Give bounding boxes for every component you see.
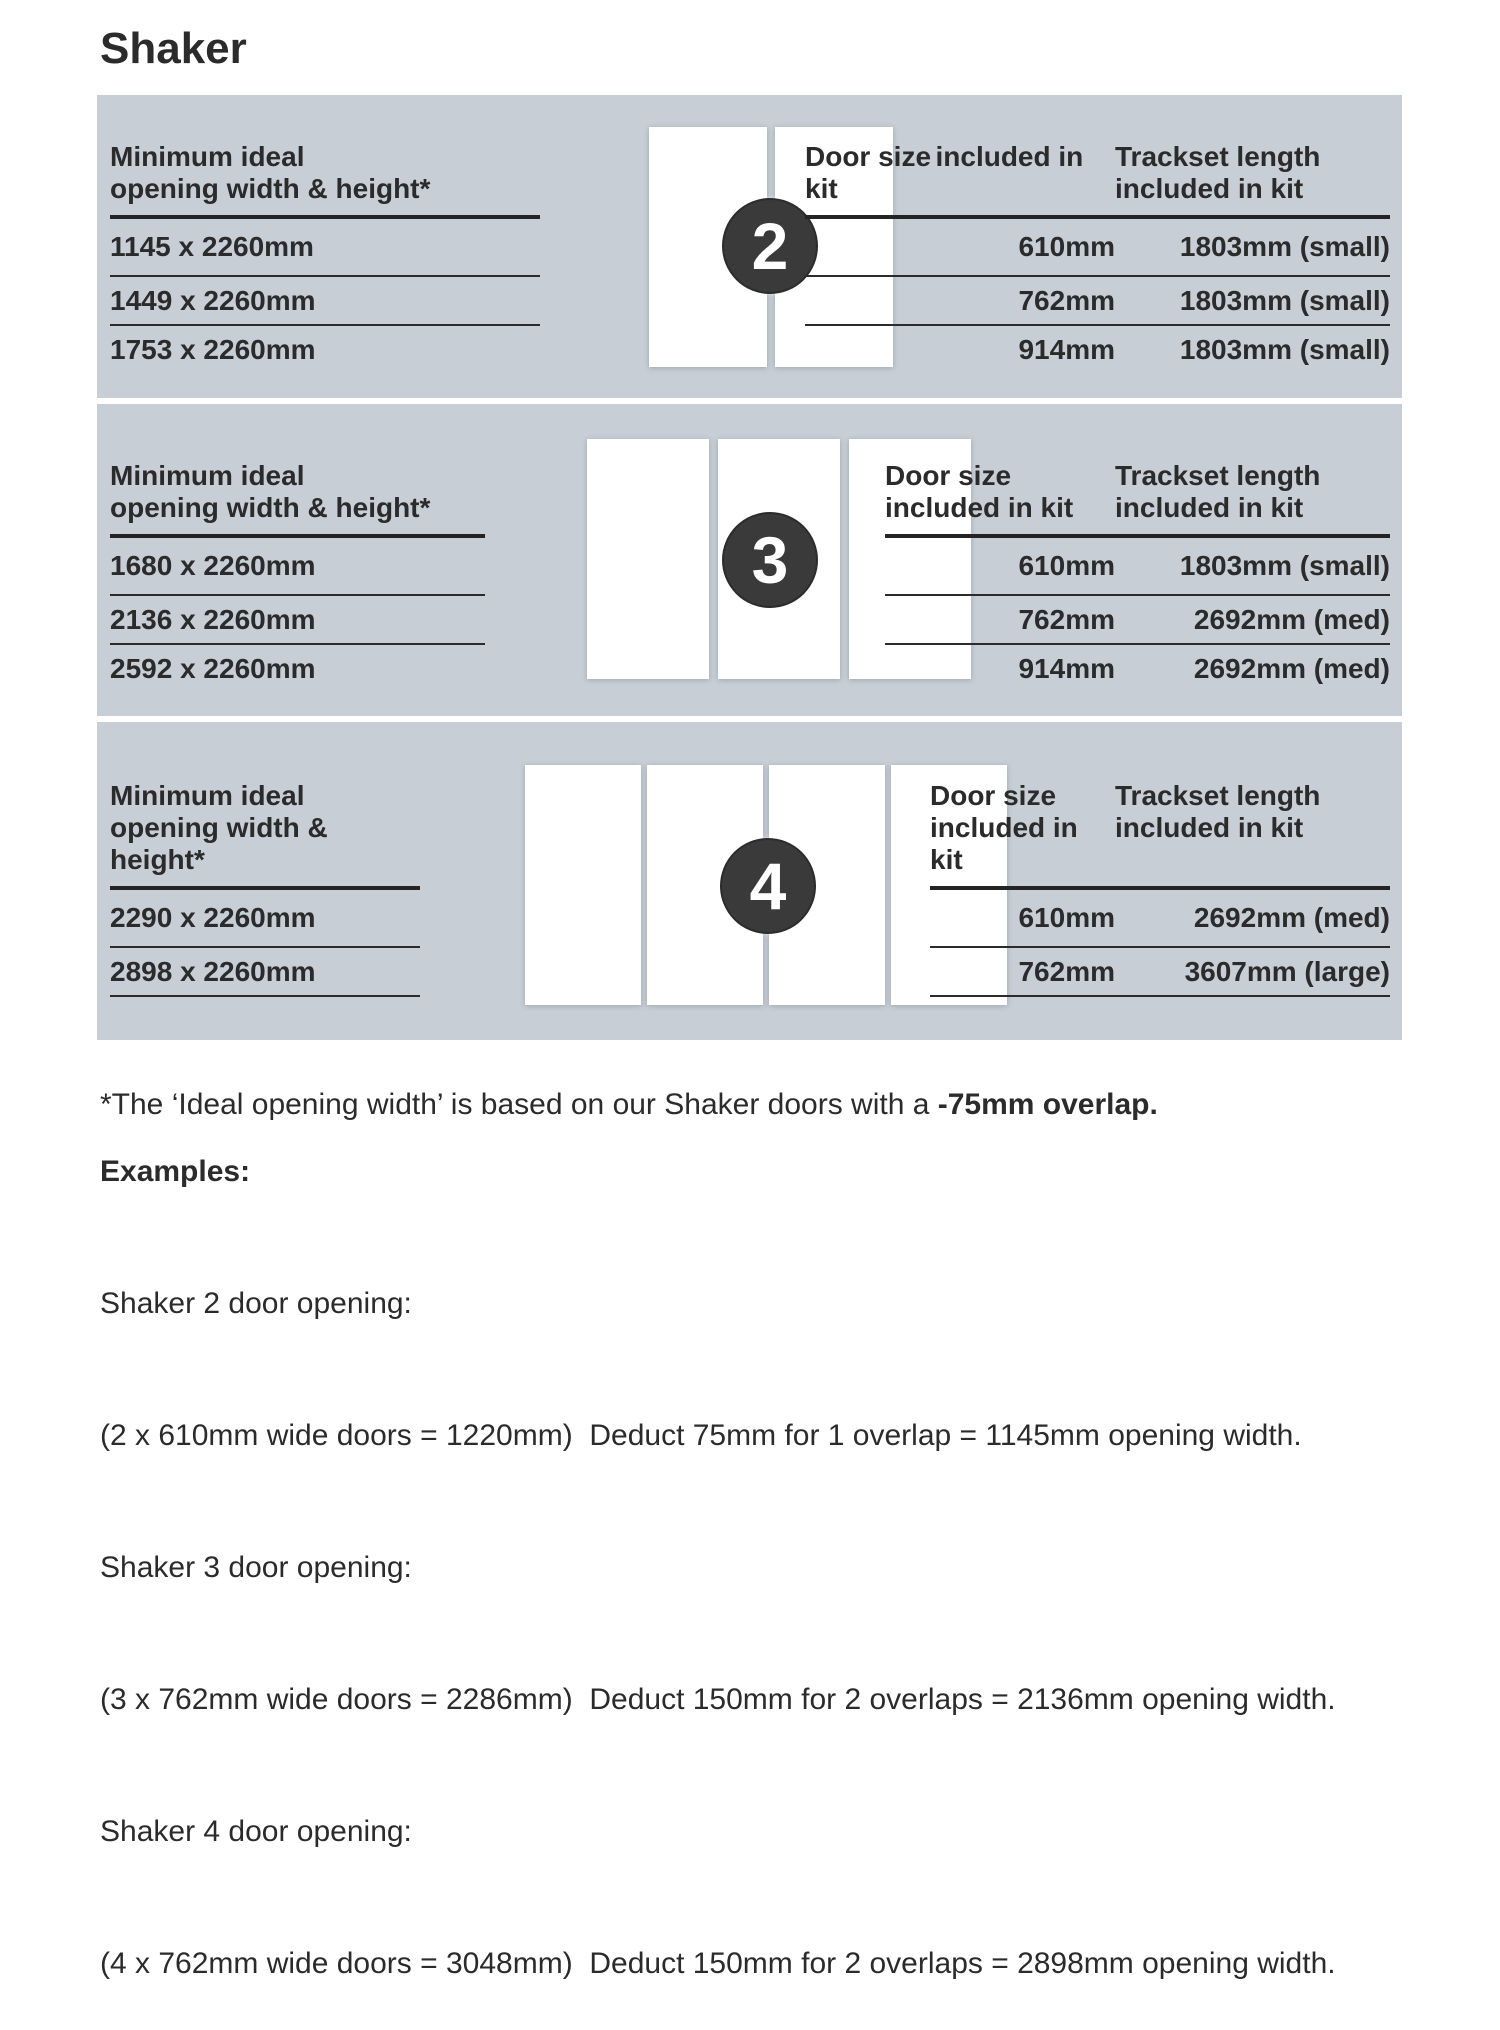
door-size-value: 762mm — [1018, 955, 1115, 987]
door-size-value: 610mm — [1018, 902, 1115, 933]
door-count-number: 4 — [749, 849, 787, 923]
trackset-value: 2692mm (med) — [1193, 603, 1390, 635]
trackset-value: 2692mm (med) — [1193, 652, 1390, 684]
footnote — [100, 1088, 1158, 1122]
page-title: Shaker — [100, 24, 247, 73]
trackset-length-header: Trackset length included in kit — [1115, 460, 1321, 523]
examples-heading: Examples: — [100, 1155, 251, 1188]
kit-row — [805, 219, 1390, 277]
example-line: Shaker 4 door opening: — [100, 1815, 412, 1848]
kit-contents-table — [805, 95, 1390, 373]
opening-size-header-line2: opening width & height* — [110, 492, 431, 523]
section-3-door — [97, 404, 1402, 716]
trackset-length-header: Trackset length included in kit — [1115, 780, 1321, 843]
door-size-value: 914mm — [1018, 333, 1115, 365]
kit-row — [805, 277, 1390, 326]
opening-size-row: 1680 x 2260mm — [110, 538, 485, 596]
door-size-value: 914mm — [1018, 652, 1115, 684]
example-line: (4 x 762mm wide doors = 3048mm) Deduct 150mm for 2 overlaps = 2898mm opening width. — [100, 1947, 1336, 1980]
door-count-number: 3 — [751, 523, 789, 597]
opening-size-row: 2898 x 2260mm — [110, 948, 420, 997]
footnote-text: *The ‘Ideal opening width’ is based on our Shaker doors with a — [100, 1088, 938, 1121]
trackset-value: 3607mm (large) — [1184, 955, 1390, 987]
kit-contents-table — [885, 404, 1390, 692]
door-count-badge — [722, 512, 818, 608]
trackset-value: 1803mm (small) — [1179, 333, 1390, 365]
example-line: (3 x 762mm wide doors = 2286mm) Deduct 150mm for 2 overlaps = 2136mm opening width. — [100, 1683, 1336, 1716]
door-size-value: 610mm — [1018, 550, 1115, 581]
kit-row — [930, 890, 1390, 948]
section-4-door — [97, 722, 1402, 1040]
opening-size-row: 1145 x 2260mm — [110, 219, 540, 277]
kit-row — [885, 596, 1390, 645]
opening-size-header-line2: opening width & height* — [110, 812, 328, 875]
example-line: (2 x 610mm wide doors = 1220mm) Deduct 75mm for 1 overlap = 1145mm opening width. — [100, 1419, 1302, 1452]
example-line: Shaker 3 door opening: — [100, 1551, 412, 1584]
opening-size-row: 2290 x 2260mm — [110, 890, 420, 948]
section-2-door — [97, 95, 1402, 398]
door-size-header: Door size included in kit — [805, 141, 1084, 204]
trackset-length-header: Trackset length included in kit — [1115, 141, 1321, 204]
opening-size-header-line1: Minimum ideal — [110, 460, 305, 491]
kit-contents-table — [930, 722, 1390, 997]
examples-list — [100, 1194, 1336, 2030]
trackset-value: 1803mm (small) — [1179, 284, 1390, 316]
door-panel — [525, 765, 641, 1005]
door-size-value: 762mm — [1018, 284, 1115, 316]
door-size-value: 610mm — [1018, 231, 1115, 262]
kit-row — [885, 645, 1390, 692]
opening-size-row: 1449 x 2260mm — [110, 277, 540, 326]
door-count-badge — [720, 838, 816, 934]
kit-row — [805, 326, 1390, 373]
kit-row — [885, 538, 1390, 596]
door-count-number: 2 — [751, 209, 789, 283]
opening-size-table — [110, 95, 540, 373]
opening-size-table — [110, 404, 485, 692]
door-count-badge — [722, 198, 818, 294]
opening-size-row: 1753 x 2260mm — [110, 333, 316, 365]
footnote-bold-text: -75mm overlap. — [937, 1088, 1158, 1121]
opening-size-header-line2: opening width & height* — [110, 173, 431, 204]
trackset-value: 1803mm (small) — [1179, 550, 1390, 581]
door-size-value: 762mm — [1018, 603, 1115, 635]
door-panel — [587, 439, 709, 679]
kit-row — [930, 948, 1390, 997]
trackset-value: 2692mm (med) — [1193, 902, 1390, 933]
opening-size-header-line1: Minimum ideal — [110, 141, 305, 172]
trackset-value: 1803mm (small) — [1179, 231, 1390, 262]
example-line: Shaker 2 door opening: — [100, 1287, 412, 1320]
opening-size-table — [110, 722, 420, 997]
door-size-header: Door size included in kit — [930, 780, 1078, 875]
door-size-header: Door size included in kit — [885, 460, 1074, 523]
opening-size-row: 2136 x 2260mm — [110, 596, 485, 645]
opening-size-header-line1: Minimum ideal — [110, 780, 305, 811]
opening-size-row: 2592 x 2260mm — [110, 652, 316, 684]
shaker-kit-tables-panel — [97, 95, 1402, 1040]
